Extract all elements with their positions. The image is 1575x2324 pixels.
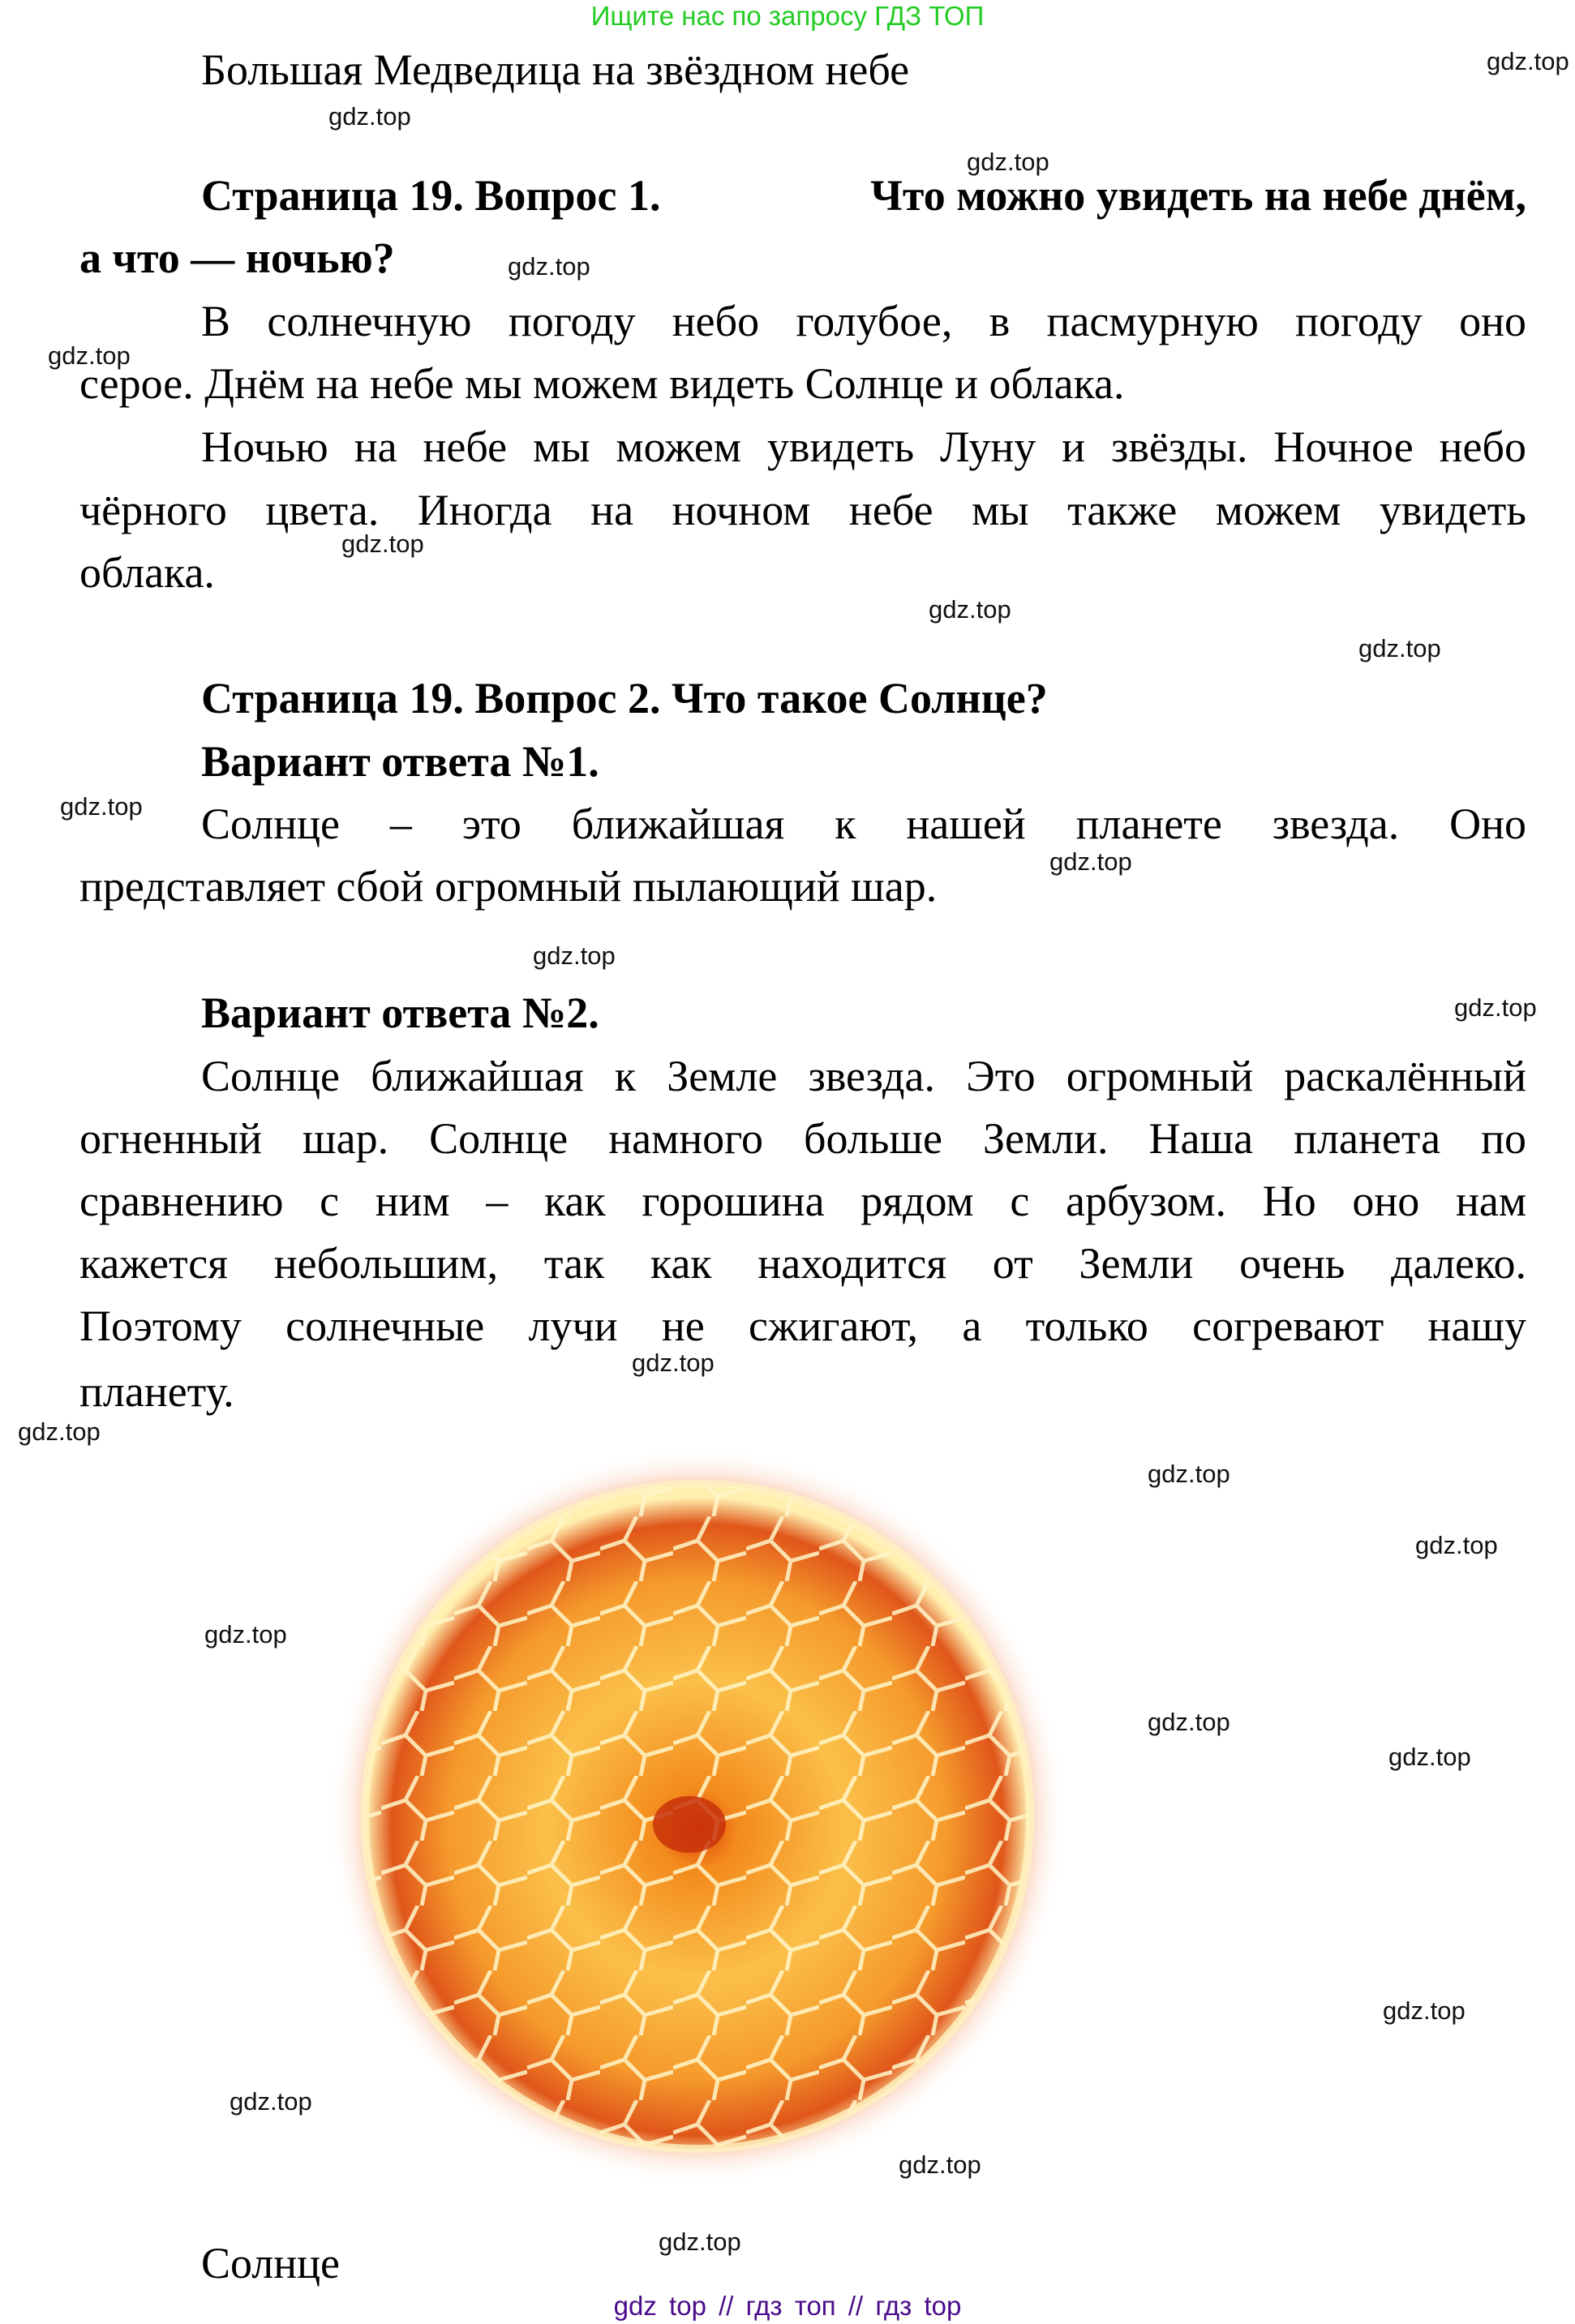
- watermark: gdz.top: [230, 2087, 312, 2116]
- q1-paragraph-2: [79, 422, 1526, 535]
- watermark: gdz.top: [967, 148, 1049, 176]
- watermark: gdz.top: [533, 941, 616, 970]
- watermark: gdz.top: [48, 341, 131, 370]
- text-line: Поэтому солнечные лучи не сжигают, а только согревают нашу: [79, 1301, 1526, 1350]
- image-caption-big-dipper: Большая Медведица на звёздном небе: [201, 45, 910, 94]
- watermark: gdz.top: [1049, 847, 1132, 876]
- text-line: представляет сбой огромный пылающий шар.: [79, 862, 938, 911]
- q1-paragraph-1: [79, 296, 1526, 346]
- q2-title: Страница 19. Вопрос 2. Что такое Солнце?: [201, 674, 1048, 722]
- q1-title-part1: Страница 19. Вопрос 1.: [201, 171, 661, 220]
- text-line: облака.: [79, 548, 215, 597]
- watermark: gdz.top: [204, 1620, 287, 1649]
- variant2-title: Вариант ответа №2.: [201, 988, 599, 1037]
- sun-image: [308, 1451, 1087, 2181]
- watermark: gdz.top: [60, 792, 143, 821]
- watermark: gdz.top: [1454, 993, 1537, 1022]
- watermark: gdz.top: [632, 1349, 715, 1377]
- text-line: чёрного цвета. Иногда на ночном небе мы также можем увидеть: [79, 486, 1526, 534]
- text-line: огненный шар. Солнце намного больше Земли. Наша планета по: [79, 1114, 1526, 1163]
- watermark: gdz.top: [899, 2150, 981, 2179]
- text-line: сравнению с ним – как горошина рядом с арбузом. Но оно нам: [79, 1177, 1526, 1225]
- text-line: Ночью на небе мы можем увидеть Луну и звёзды. Ночное небо: [201, 422, 1526, 471]
- search-banner[interactable]: Ищите нас по запросу ГДЗ ТОП: [590, 1, 985, 31]
- watermark: gdz.top: [1358, 634, 1441, 662]
- watermark: gdz.top: [341, 530, 424, 558]
- q1-title-part3: а что — ночью?: [79, 234, 395, 282]
- q1-title-part2: Что можно увидеть на небе днём,: [870, 171, 1526, 220]
- watermark: gdz.top: [328, 102, 411, 131]
- variant2-paragraph: [79, 1051, 1526, 1351]
- text-line: Солнце – это ближайшая к нашей планете звезда. Оно: [201, 800, 1526, 848]
- footer-links[interactable]: gdz top // гдз топ // гдз top: [613, 2291, 962, 2321]
- watermark: gdz.top: [1487, 47, 1569, 75]
- text-line: планету.: [79, 1367, 234, 1416]
- variant1-title: Вариант ответа №1.: [201, 737, 599, 786]
- text-line: кажется небольшим, так как находится от Земли очень далеко.: [79, 1239, 1526, 1288]
- watermark: gdz.top: [1148, 1460, 1230, 1488]
- watermark: gdz.top: [1415, 1531, 1498, 1559]
- text-line: В солнечную погоду небо голубое, в пасмурную погоду оно: [201, 297, 1526, 345]
- text-line: серое. Днём на небе мы можем видеть Солнце и облака.: [79, 359, 1125, 408]
- watermark: gdz.top: [508, 252, 590, 281]
- watermark: gdz.top: [1388, 1743, 1471, 1771]
- variant1-paragraph: [79, 799, 1526, 849]
- watermark: gdz.top: [1148, 1708, 1230, 1736]
- watermark: gdz.top: [18, 1417, 101, 1446]
- watermark: gdz.top: [929, 595, 1011, 624]
- text-line: Солнце ближайшая к Земле звезда. Это огромный раскалённый: [201, 1052, 1526, 1100]
- image-caption-sun: Солнце: [201, 2239, 341, 2288]
- watermark: gdz.top: [1383, 1996, 1466, 2025]
- watermark: gdz.top: [659, 2228, 741, 2256]
